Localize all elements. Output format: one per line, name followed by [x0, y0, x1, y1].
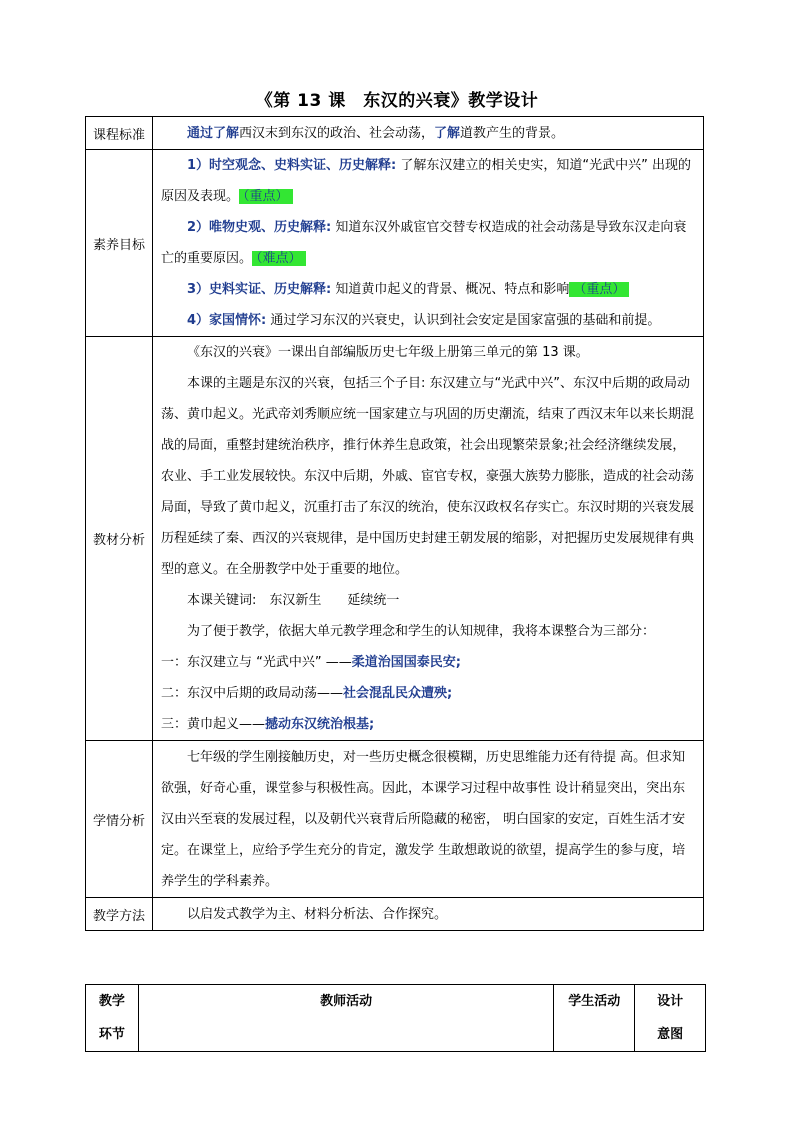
col-header-stage-line-2: 环节 [98, 1027, 125, 1042]
goal-4 [161, 305, 697, 336]
col-header-stage-line-1: 教学 [98, 994, 125, 1009]
row-label-method: 教学方法 [86, 898, 153, 931]
goal-2 [161, 212, 697, 274]
difficult-point-badge: （难点） [252, 251, 306, 266]
method-content [153, 898, 704, 931]
row-label-students: 学情分析 [86, 741, 153, 898]
part-1-label: 一：东汉建立与 “光武中兴” —— [161, 655, 352, 670]
table-row [86, 117, 704, 150]
goal-1-text: 了解东汉建立的相关史实，知道“光武中兴” 出现的原因及表现。 [161, 158, 691, 204]
textbook-keywords: 本课关键词: 东汉新生 延续统一 [187, 593, 400, 608]
part-3-label: 三：黄巾起义—— [161, 717, 266, 732]
col-header-stage [86, 985, 139, 1052]
table-row [86, 741, 704, 898]
key-point-badge: （重点） [239, 189, 293, 204]
goal-1 [161, 150, 697, 212]
textbook-part-3 [161, 709, 697, 740]
page-title: 《第 13 课 东汉的兴衰》教学设计 [255, 91, 539, 111]
part-2-theme: 社会混乱民众遭殃; [343, 686, 453, 701]
col-header-student-label: 学生活动 [568, 994, 621, 1009]
row-label-literacy: 素养目标 [86, 150, 153, 337]
goal-3 [161, 274, 697, 305]
goal-3-text: 知道黄巾起义的背景、概况、特点和影响 [331, 282, 570, 297]
literacy-content [153, 150, 704, 337]
standard-content [153, 117, 704, 150]
students-content [153, 741, 704, 898]
table-row [86, 150, 704, 337]
col-header-teacher-label: 教师活动 [320, 994, 373, 1009]
row-label-standard: 课程标准 [86, 117, 153, 150]
textbook-para-3: 为了便于教学，依据大单元教学理念和学生的认知规律，我将本课整合为三部分： [187, 624, 656, 639]
goal-4-head: 4）家国情怀: [187, 313, 267, 328]
col-header-intent-line-2: 意图 [657, 1027, 684, 1042]
textbook-part-2 [161, 678, 697, 709]
standard-text-1: 西汉末到东汉的政治、社会动荡， [239, 125, 435, 141]
part-2-label: 二：东汉中后期的政局动荡—— [161, 686, 344, 701]
col-header-student [554, 985, 635, 1052]
part-1-theme: 柔道治国国泰民安; [351, 655, 461, 670]
standard-text-2: 道教产生的背景。 [460, 125, 565, 141]
table-row [86, 898, 704, 931]
textbook-para-2: 本课的主题是东汉的兴衰，包括三个子目: 东汉建立与“光武中兴”、东汉中后期的政局动荡、黄巾起义。光武帝刘秀顺应统一国家建立与巩固的历史潮流，结束了西汉末年以来长期混战的局面，重整封建统治秩序，推行休养生息政策，社会出现繁荣景象;社会经济继续发展，农业、手工业发展较快。东汉中后期，外戚、宦官专权，豪强大族势力膨胀，造成的社会动荡局面，导致了黄巾起义，沉重打击了东汉的统治，使东汉政权名存实亡。东汉时期的兴衰发展历程延续了秦、西汉的兴衰规律，是中国历史封建王朝发展的缩影，对把握历史发展规律有典型的意义。在全册教学中处于重要的地位。 [161, 376, 695, 577]
process-table [85, 984, 706, 1052]
goal-2-text: 知道东汉外戚宦官交替专权造成的社会动荡是导致东汉走向衰亡的重要原因。 [161, 220, 687, 266]
goal-1-head: 1）时空观念、史料实证、历史解释: [187, 158, 397, 173]
key-point-badge: （重点） [569, 282, 629, 297]
goal-3-head: 3）史料实证、历史解释: [187, 282, 332, 297]
standard-keyword: 了解 [434, 125, 461, 141]
textbook-para-1: 《东汉的兴衰》一课出自部编版历史七年级上册第三单元的第 13 课。 [187, 345, 589, 360]
textbook-part-1 [161, 647, 697, 678]
col-header-intent-line-1: 设计 [657, 994, 684, 1009]
row-label-textbook: 教材分析 [86, 337, 153, 741]
method-text: 以启发式教学为主、材料分析法、合作探究。 [187, 906, 448, 922]
table-header-row [86, 985, 706, 1052]
col-header-teacher [138, 985, 554, 1052]
textbook-content [153, 337, 704, 741]
lesson-info-table [85, 116, 704, 931]
standard-lead: 通过了解 [187, 125, 240, 141]
goal-2-head: 2）唯物史观、历史解释: [187, 220, 332, 235]
students-text: 七年级的学生刚接触历史，对一些历史概念很模糊，历史思维能力还有待提 高。但求知欲强，好奇心重，课堂参与积极性高。因此，本课学习过程中故事性 设计稍显突出，突出东汉由兴至衰的发展过程，以及朝代兴衰背后所隐藏的秘密， 明白国家的安定，百姓生活才安定。在课堂上，应给予学生充分的肯定，激发学 生敢想敢说的欲望，提高学生的参与度，培养学生的学科素养。 [161, 749, 686, 889]
table-row [86, 337, 704, 741]
goal-4-text: 通过学习东汉的兴衰史，认识到社会安定是国家富强的基础和前提。 [266, 313, 661, 328]
col-header-intent [635, 985, 706, 1052]
part-3-theme: 撼动东汉统治根基; [265, 717, 375, 732]
